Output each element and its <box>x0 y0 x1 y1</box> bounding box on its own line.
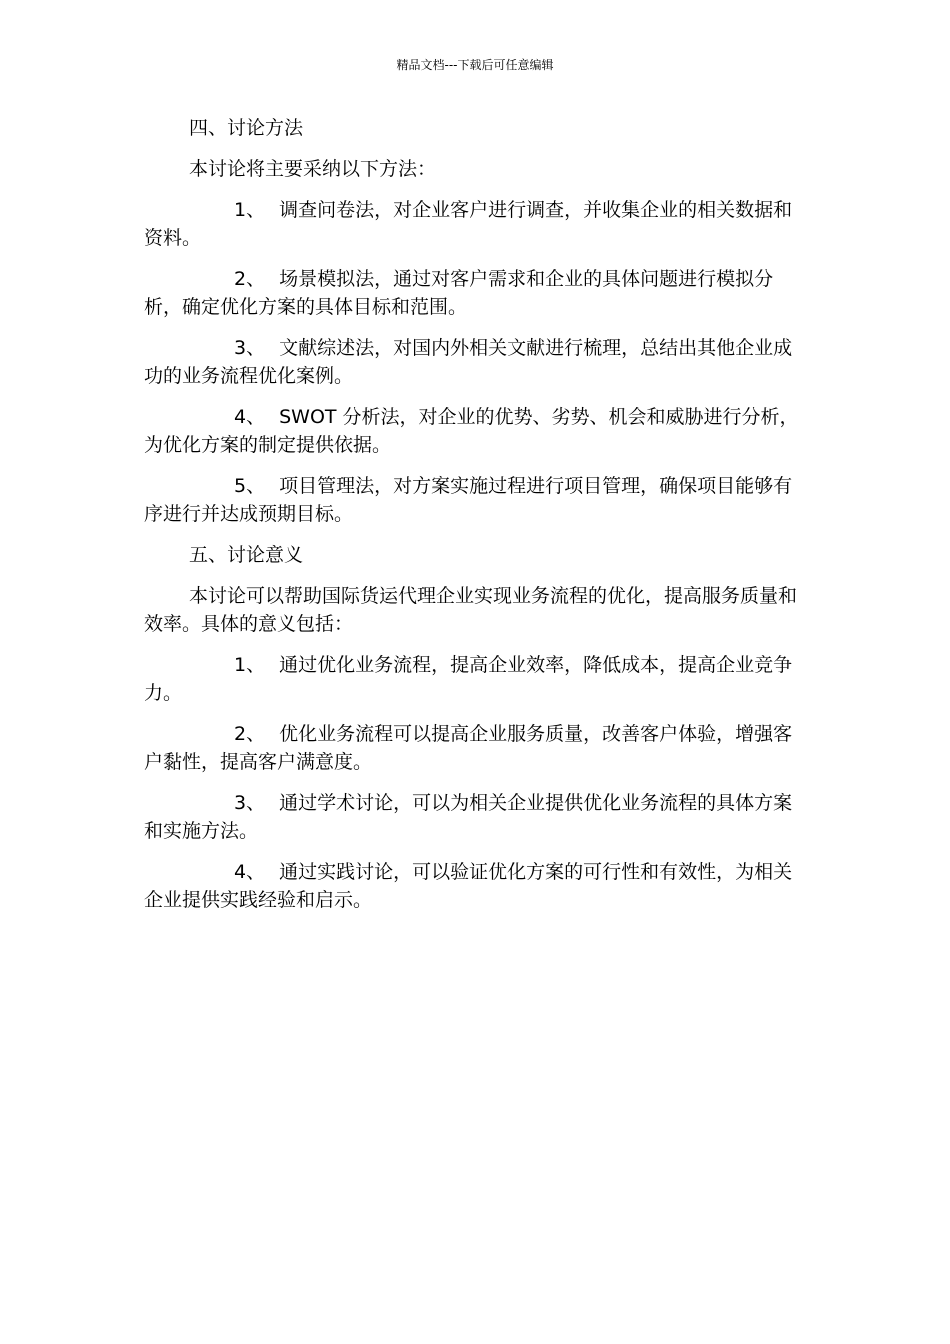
section-heading-significance: 五、讨论意义 <box>189 544 304 566</box>
list-text: 通过实践讨论，可以验证优化方案的可行性和有效性，为相关企业提供实践经验和启示。 <box>144 861 793 911</box>
section-heading-methods: 四、讨论方法 <box>189 117 304 139</box>
list-number: 1、 <box>234 199 266 221</box>
list-number: 2、 <box>234 268 266 290</box>
list-text: 文献综述法，对国内外相关文献进行梳理，总结出其他企业成功的业务流程优化案例。 <box>144 337 793 387</box>
list-text: 调查问卷法，对企业客户进行调查，并收集企业的相关数据和资料。 <box>144 199 793 249</box>
page-header: 精品文档---下载后可任意编辑 <box>396 58 554 72</box>
list-number: 3、 <box>234 792 266 814</box>
list-number: 3、 <box>234 337 266 359</box>
list-item <box>144 858 806 914</box>
list-text: 优化业务流程可以提高企业服务质量，改善客户体验，增强客户黏性，提高客户满意度。 <box>144 723 793 773</box>
list-item <box>144 403 806 459</box>
list-item <box>144 472 806 528</box>
list-item <box>144 720 806 776</box>
methods-intro: 本讨论将主要采纳以下方法： <box>189 158 437 180</box>
list-number: 4、 <box>234 406 266 428</box>
document-body <box>144 114 806 927</box>
list-number: 2、 <box>234 723 266 745</box>
list-text: SWOT 分析法，对企业的优势、劣势、机会和威胁进行分析，为优化方案的制定提供依据。 <box>144 406 799 456</box>
significance-intro: 本讨论可以帮助国际货运代理企业实现业务流程的优化，提高服务质量和效率。具体的意义包括： <box>144 585 798 635</box>
list-item <box>144 789 806 845</box>
list-number: 4、 <box>234 861 266 883</box>
list-text: 通过学术讨论，可以为相关企业提供优化业务流程的具体方案和实施方法。 <box>144 792 793 842</box>
list-text: 项目管理法，对方案实施过程进行项目管理，确保项目能够有序进行并达成预期目标。 <box>144 475 793 525</box>
list-item <box>144 334 806 390</box>
list-text: 场景模拟法，通过对客户需求和企业的具体问题进行模拟分析，确定优化方案的具体目标和范围。 <box>144 268 774 318</box>
list-item <box>144 651 806 707</box>
list-number: 1、 <box>234 654 266 676</box>
list-number: 5、 <box>234 475 266 497</box>
list-item <box>144 265 806 321</box>
list-item <box>144 196 806 252</box>
list-text: 通过优化业务流程，提高企业效率，降低成本，提高企业竞争力。 <box>144 654 793 704</box>
